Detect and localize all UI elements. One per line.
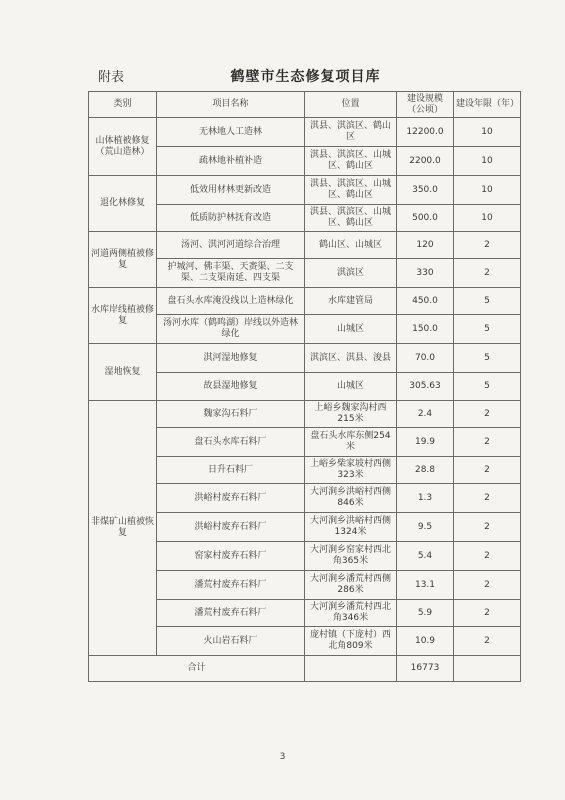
scale-cell: 70.0 (397, 344, 454, 373)
project-name-cell: 疏林地补植补造 (157, 147, 305, 176)
location-cell: 淇县、淇滨区、山城区、鹤山区 (305, 147, 397, 176)
scale-cell: 500.0 (397, 205, 454, 232)
scale-cell: 450.0 (397, 288, 454, 315)
years-cell: 5 (454, 315, 521, 344)
scale-cell: 5.4 (397, 542, 454, 571)
years-cell: 10 (454, 118, 521, 147)
project-name-cell: 盘石头水库淹没线以上造林绿化 (157, 288, 305, 315)
project-name-cell: 魏家沟石料厂 (157, 401, 305, 428)
project-name-cell: 潘荒村废弃石料厂 (157, 571, 305, 600)
project-name-cell: 汤河、淇河河道综合治理 (157, 232, 305, 259)
location-cell: 淇县、淇滨区、鹤山区 (305, 118, 397, 147)
location-cell: 鹤山区、山城区 (305, 232, 397, 259)
header-category: 类别 (89, 92, 157, 118)
table-header-row (89, 92, 521, 118)
scale-cell: 305.63 (397, 373, 454, 401)
years-cell: 10 (454, 205, 521, 232)
location-cell: 大河涧乡洪峪村西侧846米 (305, 484, 397, 513)
table-row (89, 176, 521, 205)
scale-cell: 19.9 (397, 428, 454, 457)
location-cell: 大河涧乡潘荒村西侧286米 (305, 571, 397, 600)
years-cell: 2 (454, 600, 521, 627)
years-cell: 10 (454, 176, 521, 205)
table-row (89, 401, 521, 428)
project-table (88, 91, 521, 682)
years-cell: 2 (454, 232, 521, 259)
category-cell: 非煤矿山植被恢复 (89, 401, 157, 656)
project-name-cell: 护城河、佛丰渠、天赉渠、二支渠、二支渠南延、四支渠 (157, 259, 305, 288)
years-cell: 5 (454, 288, 521, 315)
location-cell: 大河涧乡洪峪村西侧1324米 (305, 513, 397, 542)
project-name-cell: 盘石头水库石料厂 (157, 428, 305, 457)
project-name-cell: 淇河湿地修复 (157, 344, 305, 373)
table-body (89, 118, 521, 656)
years-cell: 2 (454, 627, 521, 656)
project-name-cell: 洪峪村废弃石料厂 (157, 513, 305, 542)
scale-cell: 5.9 (397, 600, 454, 627)
scale-cell: 120 (397, 232, 454, 259)
category-cell: 湿地恢复 (89, 344, 157, 401)
years-cell: 2 (454, 401, 521, 428)
scale-cell: 1.3 (397, 484, 454, 513)
location-cell: 庞村镇（下庞村）西北角809米 (305, 627, 397, 656)
location-cell: 淇滨区、淇县、浚县 (305, 344, 397, 373)
project-name-cell: 低效用材林更新改造 (157, 176, 305, 205)
total-label: 合计 (89, 656, 305, 682)
project-name-cell: 潘荒村废弃石料厂 (157, 600, 305, 627)
scale-cell: 150.0 (397, 315, 454, 344)
project-name-cell: 无林地人工造林 (157, 118, 305, 147)
scale-cell: 10.9 (397, 627, 454, 656)
scale-cell: 350.0 (397, 176, 454, 205)
project-name-cell: 故县湿地修复 (157, 373, 305, 401)
total-scale: 16773 (397, 656, 454, 682)
location-cell: 盘石头水库东侧254米 (305, 428, 397, 457)
scale-cell: 13.1 (397, 571, 454, 600)
total-years-cell (454, 656, 521, 682)
scale-cell: 28.8 (397, 457, 454, 484)
header-years: 建设年限（年） (454, 92, 521, 118)
years-cell: 2 (454, 259, 521, 288)
location-cell: 上峪乡魏家沟村西215米 (305, 401, 397, 428)
location-cell: 大河涧乡窑家村西北角365米 (305, 542, 397, 571)
project-name-cell: 日升石料厂 (157, 457, 305, 484)
location-cell: 淇县、淇滨区、山城区、鹤山区 (305, 176, 397, 205)
scale-cell: 330 (397, 259, 454, 288)
project-name-cell: 低质防护林抚育改造 (157, 205, 305, 232)
location-cell: 淇滨区 (305, 259, 397, 288)
years-cell: 2 (454, 513, 521, 542)
project-name-cell: 窑家村废弃石料厂 (157, 542, 305, 571)
table-row (89, 232, 521, 259)
project-name-cell: 火山岩石料厂 (157, 627, 305, 656)
scale-cell: 9.5 (397, 513, 454, 542)
years-cell: 2 (454, 571, 521, 600)
total-row (89, 656, 521, 682)
appendix-label: 附表 (98, 70, 125, 85)
header-project-name: 项目名称 (157, 92, 305, 118)
header-scale: 建设规模（公顷） (397, 92, 454, 118)
table-row (89, 118, 521, 147)
page-title: 鹤壁市生态修复项目库 (230, 69, 381, 85)
scale-cell: 2200.0 (397, 147, 454, 176)
category-cell: 退化林修复 (89, 176, 157, 232)
project-name-cell: 汤河水库（鹤鸣湖）岸线以外造林绿化 (157, 315, 305, 344)
location-cell: 淇县、淇滨区、山城区、鹤山区 (305, 205, 397, 232)
header-location: 位置 (305, 92, 397, 118)
years-cell: 10 (454, 147, 521, 176)
years-cell: 2 (454, 542, 521, 571)
years-cell: 2 (454, 428, 521, 457)
location-cell: 大河涧乡潘荒村西北角346米 (305, 600, 397, 627)
location-cell: 山城区 (305, 315, 397, 344)
table-row (89, 344, 521, 373)
location-cell: 山城区 (305, 373, 397, 401)
years-cell: 2 (454, 484, 521, 513)
location-cell: 上峪乡柴家坡村西侧323米 (305, 457, 397, 484)
category-cell: 山体植被修复（荒山造林） (89, 118, 157, 176)
category-cell: 水库岸线植被修复 (89, 288, 157, 344)
category-cell: 河道两侧植被修复 (89, 232, 157, 288)
years-cell: 5 (454, 373, 521, 401)
page-number: 3 (279, 752, 286, 762)
scale-cell: 2.4 (397, 401, 454, 428)
years-cell: 2 (454, 457, 521, 484)
table-row (89, 288, 521, 315)
total-location-cell (305, 656, 397, 682)
project-name-cell: 洪峪村废弃石料厂 (157, 484, 305, 513)
years-cell: 5 (454, 344, 521, 373)
scale-cell: 12200.0 (397, 118, 454, 147)
location-cell: 水库建管局 (305, 288, 397, 315)
